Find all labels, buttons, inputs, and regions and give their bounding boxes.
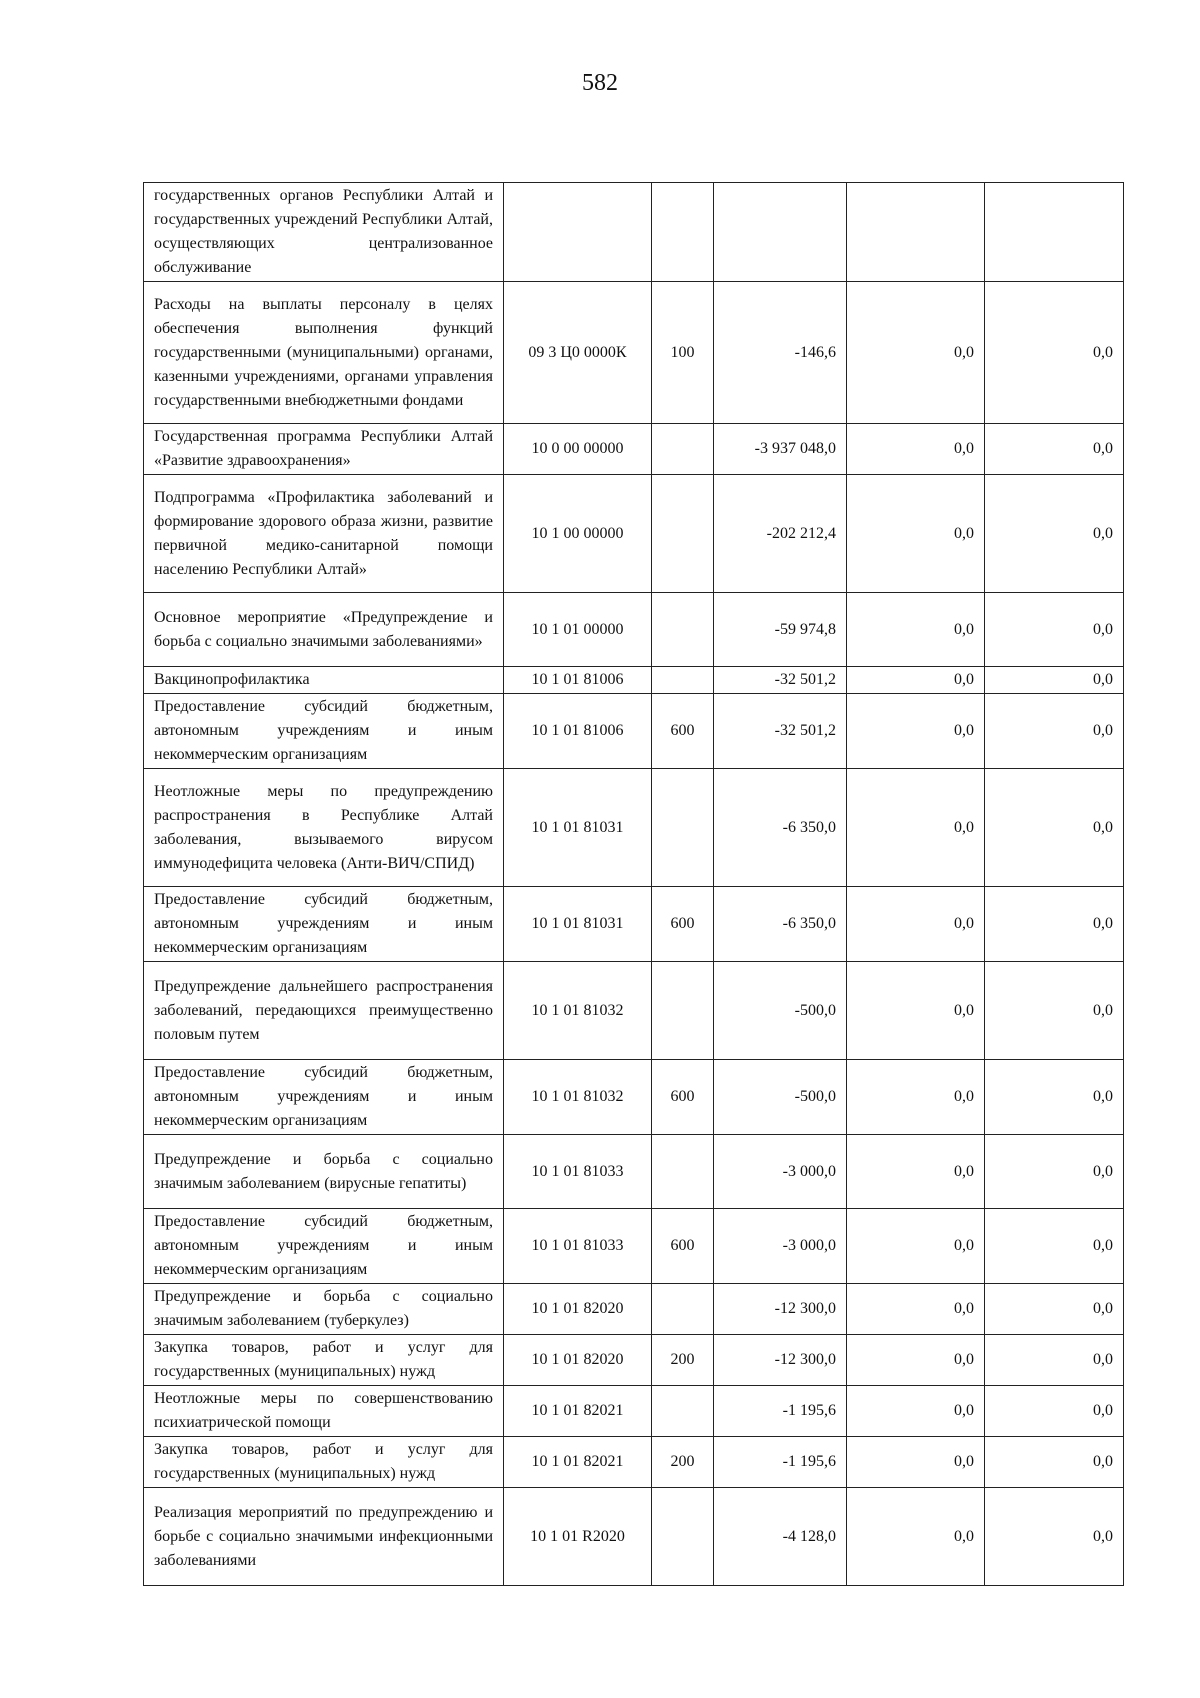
- row-name-cell: Неотложные меры по совершенствованию психиатрической помощи: [144, 1386, 504, 1437]
- table-row: [144, 887, 1124, 962]
- row-name-cell: Закупка товаров, работ и услуг для государственных (муниципальных) нужд: [144, 1437, 504, 1488]
- table-row: [144, 593, 1124, 667]
- row-code-cell: 10 1 01 81033: [504, 1135, 652, 1209]
- row-amount-3-cell: 0,0: [985, 593, 1124, 667]
- table-row: [144, 1135, 1124, 1209]
- row-name-cell: Предоставление субсидий бюджетным, автономным учреждениям и иным некоммерческим организациям: [144, 1060, 504, 1135]
- row-amount-2-cell: 0,0: [847, 475, 985, 593]
- row-expense-type-cell: 100: [652, 282, 714, 424]
- row-amount-1-cell: -6 350,0: [714, 769, 847, 887]
- row-amount-1-cell: -32 501,2: [714, 667, 847, 694]
- row-amount-1-cell: -4 128,0: [714, 1488, 847, 1586]
- row-code-cell: 10 1 01 81032: [504, 1060, 652, 1135]
- row-amount-1-cell: -500,0: [714, 1060, 847, 1135]
- table-row: [144, 1209, 1124, 1284]
- row-amount-3-cell: 0,0: [985, 1437, 1124, 1488]
- row-name-cell: Расходы на выплаты персоналу в целях обеспечения выполнения функций государственными (муниципальными) органами, казенными учреждениями, органами управления государственными внебюджетными фондами: [144, 282, 504, 424]
- row-amount-2-cell: 0,0: [847, 887, 985, 962]
- table-row: [144, 962, 1124, 1060]
- row-amount-3-cell: 0,0: [985, 282, 1124, 424]
- row-code-cell: 10 0 00 00000: [504, 424, 652, 475]
- row-amount-3-cell: 0,0: [985, 769, 1124, 887]
- row-amount-3-cell: 0,0: [985, 1135, 1124, 1209]
- row-amount-1-cell: -202 212,4: [714, 475, 847, 593]
- row-code-cell: 10 1 01 81006: [504, 694, 652, 769]
- row-expense-type-cell: 600: [652, 1209, 714, 1284]
- row-code-cell: 10 1 01 81032: [504, 962, 652, 1060]
- row-expense-type-cell: 200: [652, 1335, 714, 1386]
- row-code-cell: 10 1 01 81006: [504, 667, 652, 694]
- table-row: [144, 1335, 1124, 1386]
- row-expense-type-cell: [652, 1488, 714, 1586]
- row-amount-2-cell: 0,0: [847, 282, 985, 424]
- row-expense-type-cell: 600: [652, 1060, 714, 1135]
- row-name-cell: Предупреждение и борьба с социально значимым заболеванием (вирусные гепатиты): [144, 1135, 504, 1209]
- row-code-cell: 10 1 01 82020: [504, 1335, 652, 1386]
- row-expense-type-cell: 600: [652, 887, 714, 962]
- row-amount-3-cell: 0,0: [985, 694, 1124, 769]
- table-row: [144, 1284, 1124, 1335]
- row-expense-type-cell: [652, 1386, 714, 1437]
- row-amount-2-cell: [847, 183, 985, 282]
- row-amount-1-cell: -1 195,6: [714, 1437, 847, 1488]
- row-amount-2-cell: 0,0: [847, 694, 985, 769]
- row-name-cell: Предоставление субсидий бюджетным, автономным учреждениям и иным некоммерческим организациям: [144, 1209, 504, 1284]
- budget-table-body: [144, 183, 1124, 1586]
- row-expense-type-cell: [652, 962, 714, 1060]
- row-expense-type-cell: [652, 183, 714, 282]
- row-name-cell: государственных органов Республики Алтай и государственных учреждений Республики Алтай, осуществляющих централизованное обслуживание: [144, 183, 504, 282]
- row-amount-2-cell: 0,0: [847, 424, 985, 475]
- table-row: [144, 1060, 1124, 1135]
- table-row: [144, 1437, 1124, 1488]
- row-amount-2-cell: 0,0: [847, 667, 985, 694]
- row-amount-1-cell: -1 195,6: [714, 1386, 847, 1437]
- row-amount-2-cell: 0,0: [847, 593, 985, 667]
- row-amount-3-cell: 0,0: [985, 1488, 1124, 1586]
- row-expense-type-cell: [652, 769, 714, 887]
- table-row: [144, 475, 1124, 593]
- row-code-cell: 10 1 01 81033: [504, 1209, 652, 1284]
- row-name-cell: Предоставление субсидий бюджетным, автономным учреждениям и иным некоммерческим организациям: [144, 887, 504, 962]
- table-row: [144, 1488, 1124, 1586]
- table-row: [144, 667, 1124, 694]
- row-amount-1-cell: -12 300,0: [714, 1335, 847, 1386]
- row-amount-2-cell: 0,0: [847, 1488, 985, 1586]
- row-code-cell: 10 1 01 82021: [504, 1386, 652, 1437]
- row-amount-3-cell: 0,0: [985, 1386, 1124, 1437]
- row-name-cell: Подпрограмма «Профилактика заболеваний и формирование здорового образа жизни, развитие первичной медико-санитарной помощи населению Республики Алтай»: [144, 475, 504, 593]
- row-amount-1-cell: -3 000,0: [714, 1135, 847, 1209]
- row-name-cell: Вакцинопрофилактика: [144, 667, 504, 694]
- row-amount-3-cell: 0,0: [985, 475, 1124, 593]
- table-row: [144, 769, 1124, 887]
- row-name-cell: Предупреждение дальнейшего распространения заболеваний, передающихся преимущественно половым путем: [144, 962, 504, 1060]
- budget-table: [143, 182, 1124, 1586]
- row-amount-1-cell: -500,0: [714, 962, 847, 1060]
- row-code-cell: [504, 183, 652, 282]
- row-amount-2-cell: 0,0: [847, 1135, 985, 1209]
- row-amount-3-cell: 0,0: [985, 667, 1124, 694]
- row-amount-3-cell: 0,0: [985, 1060, 1124, 1135]
- row-code-cell: 09 3 Ц0 0000К: [504, 282, 652, 424]
- row-amount-3-cell: 0,0: [985, 962, 1124, 1060]
- row-expense-type-cell: 200: [652, 1437, 714, 1488]
- row-amount-2-cell: 0,0: [847, 1060, 985, 1135]
- row-amount-2-cell: 0,0: [847, 1437, 985, 1488]
- row-amount-2-cell: 0,0: [847, 769, 985, 887]
- row-amount-3-cell: 0,0: [985, 1209, 1124, 1284]
- row-code-cell: 10 1 01 82021: [504, 1437, 652, 1488]
- row-name-cell: Закупка товаров, работ и услуг для государственных (муниципальных) нужд: [144, 1335, 504, 1386]
- row-code-cell: 10 1 01 81031: [504, 887, 652, 962]
- row-amount-1-cell: [714, 183, 847, 282]
- page-number: 582: [582, 70, 618, 96]
- row-amount-2-cell: 0,0: [847, 1284, 985, 1335]
- row-amount-1-cell: -3 000,0: [714, 1209, 847, 1284]
- row-code-cell: 10 1 01 81031: [504, 769, 652, 887]
- table-row: [144, 1386, 1124, 1437]
- row-amount-3-cell: 0,0: [985, 887, 1124, 962]
- row-expense-type-cell: [652, 1135, 714, 1209]
- row-expense-type-cell: [652, 1284, 714, 1335]
- row-code-cell: 10 1 01 R2020: [504, 1488, 652, 1586]
- row-expense-type-cell: [652, 667, 714, 694]
- table-row: [144, 694, 1124, 769]
- row-amount-1-cell: -12 300,0: [714, 1284, 847, 1335]
- row-amount-3-cell: 0,0: [985, 424, 1124, 475]
- row-amount-2-cell: 0,0: [847, 962, 985, 1060]
- row-expense-type-cell: [652, 593, 714, 667]
- row-code-cell: 10 1 01 00000: [504, 593, 652, 667]
- row-name-cell: Государственная программа Республики Алтай «Развитие здравоохранения»: [144, 424, 504, 475]
- row-code-cell: 10 1 00 00000: [504, 475, 652, 593]
- row-code-cell: 10 1 01 82020: [504, 1284, 652, 1335]
- row-amount-3-cell: 0,0: [985, 1335, 1124, 1386]
- row-name-cell: Предупреждение и борьба с социально значимым заболеванием (туберкулез): [144, 1284, 504, 1335]
- row-amount-1-cell: -32 501,2: [714, 694, 847, 769]
- row-amount-3-cell: [985, 183, 1124, 282]
- row-amount-3-cell: 0,0: [985, 1284, 1124, 1335]
- row-amount-2-cell: 0,0: [847, 1209, 985, 1284]
- row-expense-type-cell: [652, 475, 714, 593]
- table-row: [144, 424, 1124, 475]
- row-amount-1-cell: -59 974,8: [714, 593, 847, 667]
- row-name-cell: Основное мероприятие «Предупреждение и борьба с социально значимыми заболеваниями»: [144, 593, 504, 667]
- row-expense-type-cell: [652, 424, 714, 475]
- row-amount-2-cell: 0,0: [847, 1386, 985, 1437]
- row-amount-1-cell: -3 937 048,0: [714, 424, 847, 475]
- table-row: [144, 183, 1124, 282]
- row-name-cell: Неотложные меры по предупреждению распространения в Республике Алтай заболевания, вызываемого вирусом иммунодефицита человека (Анти-ВИЧ/СПИД): [144, 769, 504, 887]
- row-name-cell: Предоставление субсидий бюджетным, автономным учреждениям и иным некоммерческим организациям: [144, 694, 504, 769]
- row-name-cell: Реализация мероприятий по предупреждению и борьбе с социально значимыми инфекционными заболеваниями: [144, 1488, 504, 1586]
- row-expense-type-cell: 600: [652, 694, 714, 769]
- row-amount-1-cell: -146,6: [714, 282, 847, 424]
- row-amount-2-cell: 0,0: [847, 1335, 985, 1386]
- table-row: [144, 282, 1124, 424]
- row-amount-1-cell: -6 350,0: [714, 887, 847, 962]
